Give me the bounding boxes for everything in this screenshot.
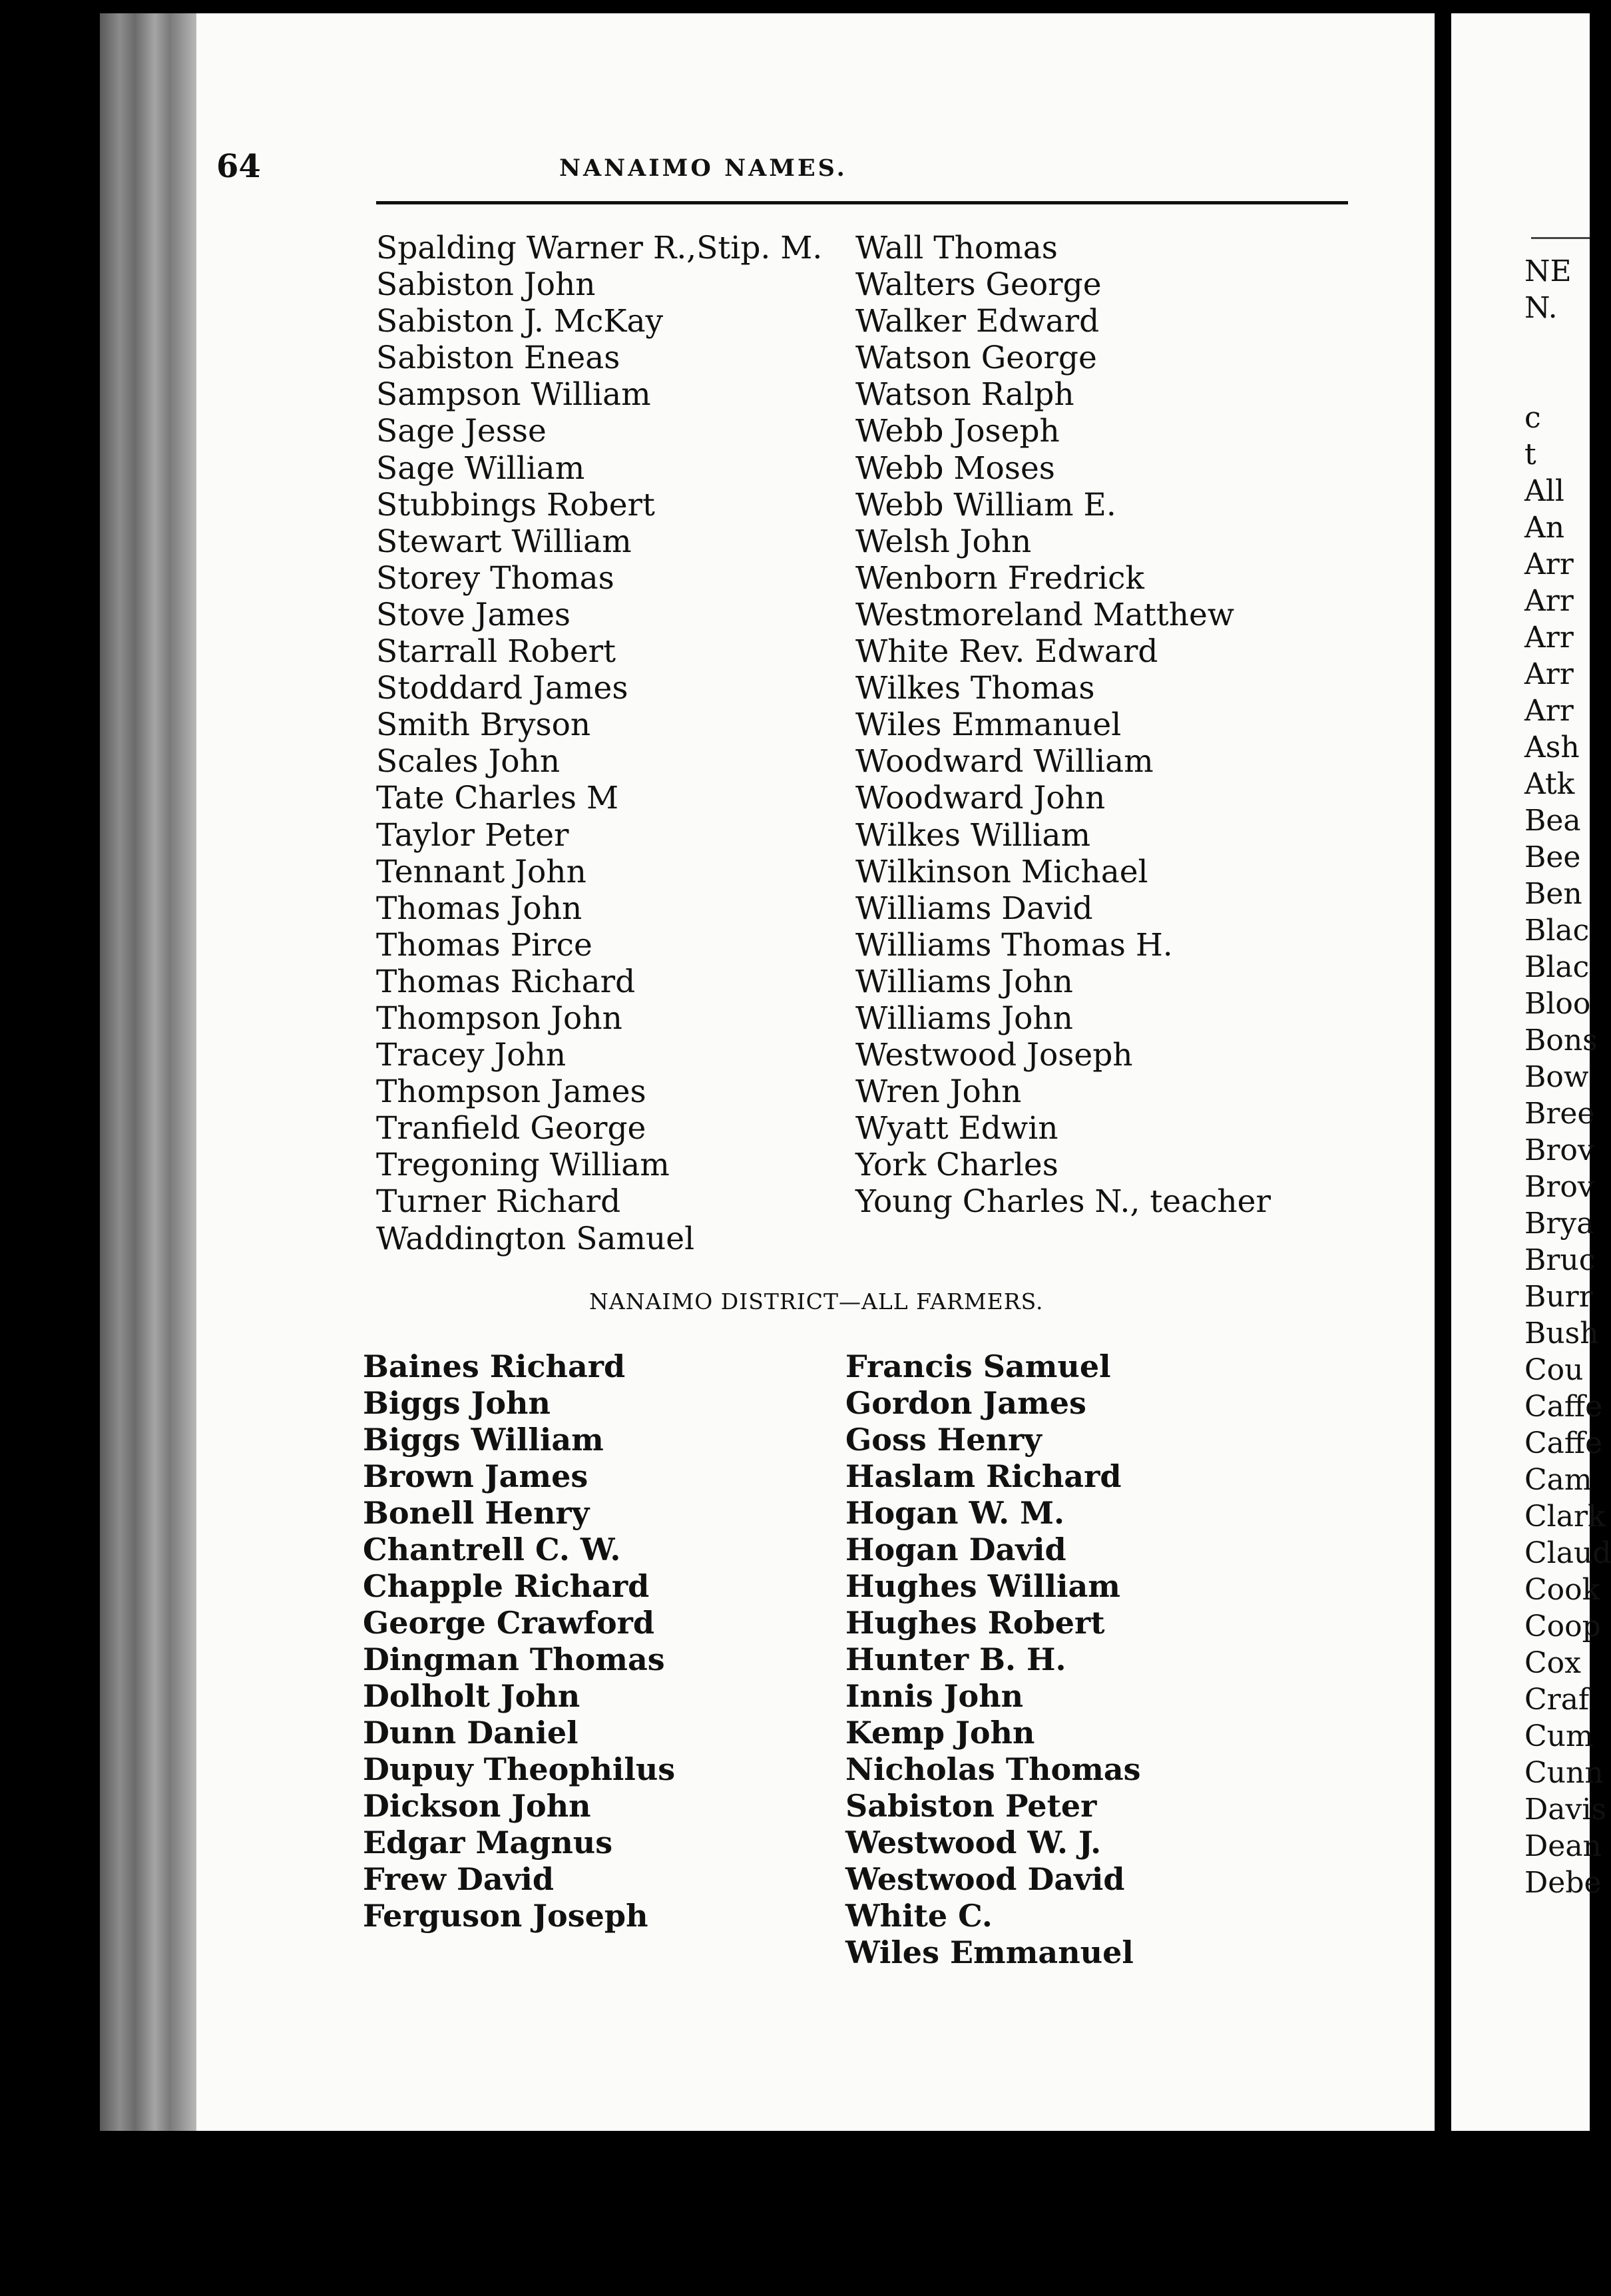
facing-page-fragment: Craf bbox=[1524, 1683, 1590, 1717]
farmer-entry: Gordon James bbox=[845, 1385, 1086, 1421]
farmer-entry: Wiles Emmanuel bbox=[845, 1934, 1134, 1970]
facing-page-fragment: Bee bbox=[1524, 840, 1581, 874]
facing-page-fragment: Cam bbox=[1524, 1463, 1592, 1497]
facing-page-fragment: Arr bbox=[1524, 584, 1574, 618]
facing-page-fragment: Cook bbox=[1524, 1573, 1600, 1607]
facing-page-fragment: Davis bbox=[1524, 1793, 1607, 1827]
facing-page-fragment: Blac bbox=[1524, 950, 1590, 984]
facing-page-fragment: Bruc bbox=[1524, 1243, 1596, 1277]
facing-page-fragment: Caffe bbox=[1524, 1390, 1603, 1424]
farmer-entry: Chapple Richard bbox=[363, 1568, 650, 1604]
facing-page-rule bbox=[1531, 237, 1590, 239]
facing-page-fragment: Bow bbox=[1524, 1060, 1589, 1094]
farmer-entry: Frew David bbox=[363, 1861, 555, 1897]
name-entry: York Charles bbox=[855, 1147, 1058, 1184]
facing-page-fragment: Caffe bbox=[1524, 1426, 1603, 1460]
name-entry: Thompson John bbox=[376, 1000, 622, 1037]
names-column-right bbox=[855, 230, 1271, 1221]
facing-page-fragment: Brov bbox=[1524, 1133, 1594, 1167]
name-entry: Webb Joseph bbox=[855, 413, 1060, 450]
farmer-entry: Westwood David bbox=[845, 1861, 1125, 1897]
farmer-entry: Dickson John bbox=[363, 1788, 591, 1824]
facing-page-fragment: Debe bbox=[1524, 1866, 1602, 1900]
name-entry: Tregoning William bbox=[376, 1147, 670, 1184]
farmer-entry: Dunn Daniel bbox=[363, 1715, 578, 1751]
name-entry: Smith Bryson bbox=[376, 707, 591, 744]
name-entry: Stoddard James bbox=[376, 670, 628, 707]
name-entry: Wren John bbox=[855, 1073, 1022, 1111]
facing-page-fragment bbox=[1524, 326, 1590, 363]
facing-page-fragment: Arr bbox=[1524, 694, 1574, 728]
farmer-entry: Hogan W. M. bbox=[845, 1495, 1065, 1531]
farmer-entry: Hogan David bbox=[845, 1532, 1066, 1568]
name-entry: Thomas John bbox=[376, 890, 582, 927]
name-entry: Thomas Richard bbox=[376, 963, 636, 1000]
farmer-entry: Westwood W. J. bbox=[845, 1825, 1102, 1861]
facing-page-fragment: Bree bbox=[1524, 1097, 1595, 1131]
facing-page-fragment: Cox bbox=[1524, 1646, 1581, 1680]
name-entry: Sabiston John bbox=[376, 266, 596, 304]
district-column-right bbox=[845, 1348, 1141, 1971]
facing-page-fragment: Cunn bbox=[1524, 1756, 1604, 1790]
farmer-entry: White C. bbox=[845, 1898, 993, 1934]
farmer-entry: Brown James bbox=[363, 1458, 588, 1494]
name-entry: Young Charles N., teacher bbox=[855, 1183, 1271, 1221]
name-entry: Wilkes William bbox=[855, 816, 1091, 854]
farmer-entry: Francis Samuel bbox=[845, 1348, 1111, 1384]
farmer-entry: Dingman Thomas bbox=[363, 1641, 665, 1677]
facing-page-fragment: Cum bbox=[1524, 1719, 1594, 1753]
name-entry: Waddington Samuel bbox=[376, 1220, 695, 1257]
facing-page-fragment: Coop bbox=[1524, 1609, 1601, 1643]
facing-page-fragment: Claud bbox=[1524, 1536, 1611, 1570]
name-entry: Scales John bbox=[376, 743, 561, 780]
name-entry: Sabiston Eneas bbox=[376, 340, 620, 377]
facing-page-fragment bbox=[1524, 363, 1590, 400]
facing-page-fragment: Brya bbox=[1524, 1207, 1594, 1241]
farmer-entry: Chantrell C. W. bbox=[363, 1532, 621, 1568]
farmer-entry: Hughes William bbox=[845, 1568, 1120, 1604]
name-entry: Walker Edward bbox=[855, 303, 1100, 340]
farmer-entry: Kemp John bbox=[845, 1715, 1035, 1751]
name-entry: Stubbings Robert bbox=[376, 486, 655, 523]
name-entry: Wenborn Fredrick bbox=[855, 559, 1144, 597]
facing-page-fragment: Brov bbox=[1524, 1170, 1594, 1204]
farmer-entry: Innis John bbox=[845, 1678, 1024, 1714]
facing-page-fragment: Arr bbox=[1524, 547, 1574, 581]
facing-page-fragment: Arr bbox=[1524, 621, 1574, 655]
name-entry: Westmoreland Matthew bbox=[855, 596, 1235, 633]
facing-page-fragment: Bush bbox=[1524, 1316, 1599, 1350]
name-entry: Woodward John bbox=[855, 780, 1106, 817]
farmer-entry: George Crawford bbox=[363, 1605, 655, 1641]
farmer-entry: Dolholt John bbox=[363, 1678, 580, 1714]
facing-page-fragment: Ben bbox=[1524, 877, 1582, 911]
name-entry: Webb William E. bbox=[855, 486, 1116, 523]
facing-page-fragment: Burr bbox=[1524, 1280, 1593, 1314]
name-entry: Starrall Robert bbox=[376, 633, 616, 671]
page-number: 64 bbox=[216, 148, 261, 185]
name-entry: Williams David bbox=[855, 890, 1093, 927]
name-entry: Thompson James bbox=[376, 1073, 646, 1111]
facing-page-fragment: Blac bbox=[1524, 914, 1590, 948]
farmer-entry: Biggs John bbox=[363, 1385, 551, 1421]
name-entry: Spalding Warner R.,Stip. M. bbox=[376, 230, 823, 266]
facing-page-fragment: Bea bbox=[1524, 804, 1581, 838]
name-entry: Woodward William bbox=[855, 743, 1154, 780]
facing-page-fragment: An bbox=[1524, 511, 1565, 545]
farmer-entry: Edgar Magnus bbox=[363, 1825, 613, 1861]
header-rule bbox=[376, 201, 1348, 204]
name-entry: Turner Richard bbox=[376, 1183, 621, 1221]
name-entry: Sage Jesse bbox=[376, 413, 547, 450]
facing-page-fragment: Cou bbox=[1524, 1353, 1584, 1387]
facing-page-fragment: NE bbox=[1524, 254, 1572, 288]
name-entry: Sabiston J. McKay bbox=[376, 303, 664, 340]
name-entry: Tracey John bbox=[376, 1037, 567, 1074]
facing-page-fragment: Dean bbox=[1524, 1829, 1602, 1863]
name-entry: White Rev. Edward bbox=[855, 633, 1158, 671]
facing-page-fragment: Arr bbox=[1524, 657, 1574, 691]
farmer-entry: Goss Henry bbox=[845, 1422, 1042, 1458]
farmer-entry: Baines Richard bbox=[363, 1348, 626, 1384]
facing-page-fragment: Bloo bbox=[1524, 987, 1591, 1021]
name-entry: Sage William bbox=[376, 449, 585, 487]
facing-page-fragment: Ash bbox=[1524, 730, 1580, 764]
name-entry: Stove James bbox=[376, 596, 571, 633]
name-entry: Watson Ralph bbox=[855, 376, 1074, 414]
name-entry: Wiles Emmanuel bbox=[855, 707, 1122, 744]
farmer-entry: Sabiston Peter bbox=[845, 1788, 1097, 1824]
name-entry: Thomas Pirce bbox=[376, 926, 592, 964]
name-entry: Watson George bbox=[855, 340, 1097, 377]
names-column-left bbox=[376, 230, 822, 1257]
name-entry: Storey Thomas bbox=[376, 559, 614, 597]
facing-page-fragment: Clark bbox=[1524, 1500, 1606, 1534]
facing-page-fragment: N. bbox=[1524, 291, 1558, 325]
farmer-entry: Dupuy Theophilus bbox=[363, 1751, 676, 1787]
name-entry: Tranfield George bbox=[376, 1110, 646, 1147]
name-entry: Williams John bbox=[855, 963, 1073, 1000]
name-entry: Taylor Peter bbox=[376, 816, 569, 854]
facing-page-fragment: Atk bbox=[1524, 767, 1575, 801]
book-edge bbox=[100, 13, 200, 2131]
farmer-entry: Bonell Henry bbox=[363, 1495, 590, 1531]
name-entry: Wall Thomas bbox=[855, 230, 1058, 266]
farmer-entry: Ferguson Joseph bbox=[363, 1898, 648, 1934]
district-heading: NANAIMO DISTRICT—ALL FARMERS. bbox=[589, 1289, 1044, 1314]
name-entry: Wilkes Thomas bbox=[855, 670, 1095, 707]
farmer-entry: Hughes Robert bbox=[845, 1605, 1105, 1641]
district-column-left bbox=[363, 1348, 675, 1934]
name-entry: Sampson William bbox=[376, 376, 651, 414]
name-entry: Wilkinson Michael bbox=[855, 853, 1148, 890]
name-entry: Tennant John bbox=[376, 853, 586, 890]
name-entry: Walters George bbox=[855, 266, 1102, 304]
name-entry: Tate Charles M bbox=[376, 780, 619, 817]
farmer-entry: Hunter B. H. bbox=[845, 1641, 1066, 1677]
farmer-entry: Nicholas Thomas bbox=[845, 1751, 1141, 1787]
name-entry: Stewart William bbox=[376, 523, 632, 560]
name-entry: Welsh John bbox=[855, 523, 1032, 560]
name-entry: Webb Moses bbox=[855, 449, 1055, 487]
name-entry: Williams Thomas H. bbox=[855, 926, 1173, 964]
farmer-entry: Haslam Richard bbox=[845, 1458, 1122, 1494]
farmer-entry: Biggs William bbox=[363, 1422, 604, 1458]
facing-page-fragment: c bbox=[1524, 401, 1541, 435]
facing-page-fragment: t bbox=[1524, 437, 1536, 471]
name-entry: Westwood Joseph bbox=[855, 1037, 1133, 1074]
name-entry: Wyatt Edwin bbox=[855, 1110, 1058, 1147]
facing-page-fragments bbox=[1524, 253, 1611, 1901]
facing-page-fragment: All bbox=[1524, 474, 1564, 508]
running-head: NANAIMO NAMES. bbox=[559, 154, 847, 182]
name-entry: Williams John bbox=[855, 1000, 1073, 1037]
facing-page-fragment: Bons bbox=[1524, 1023, 1598, 1057]
